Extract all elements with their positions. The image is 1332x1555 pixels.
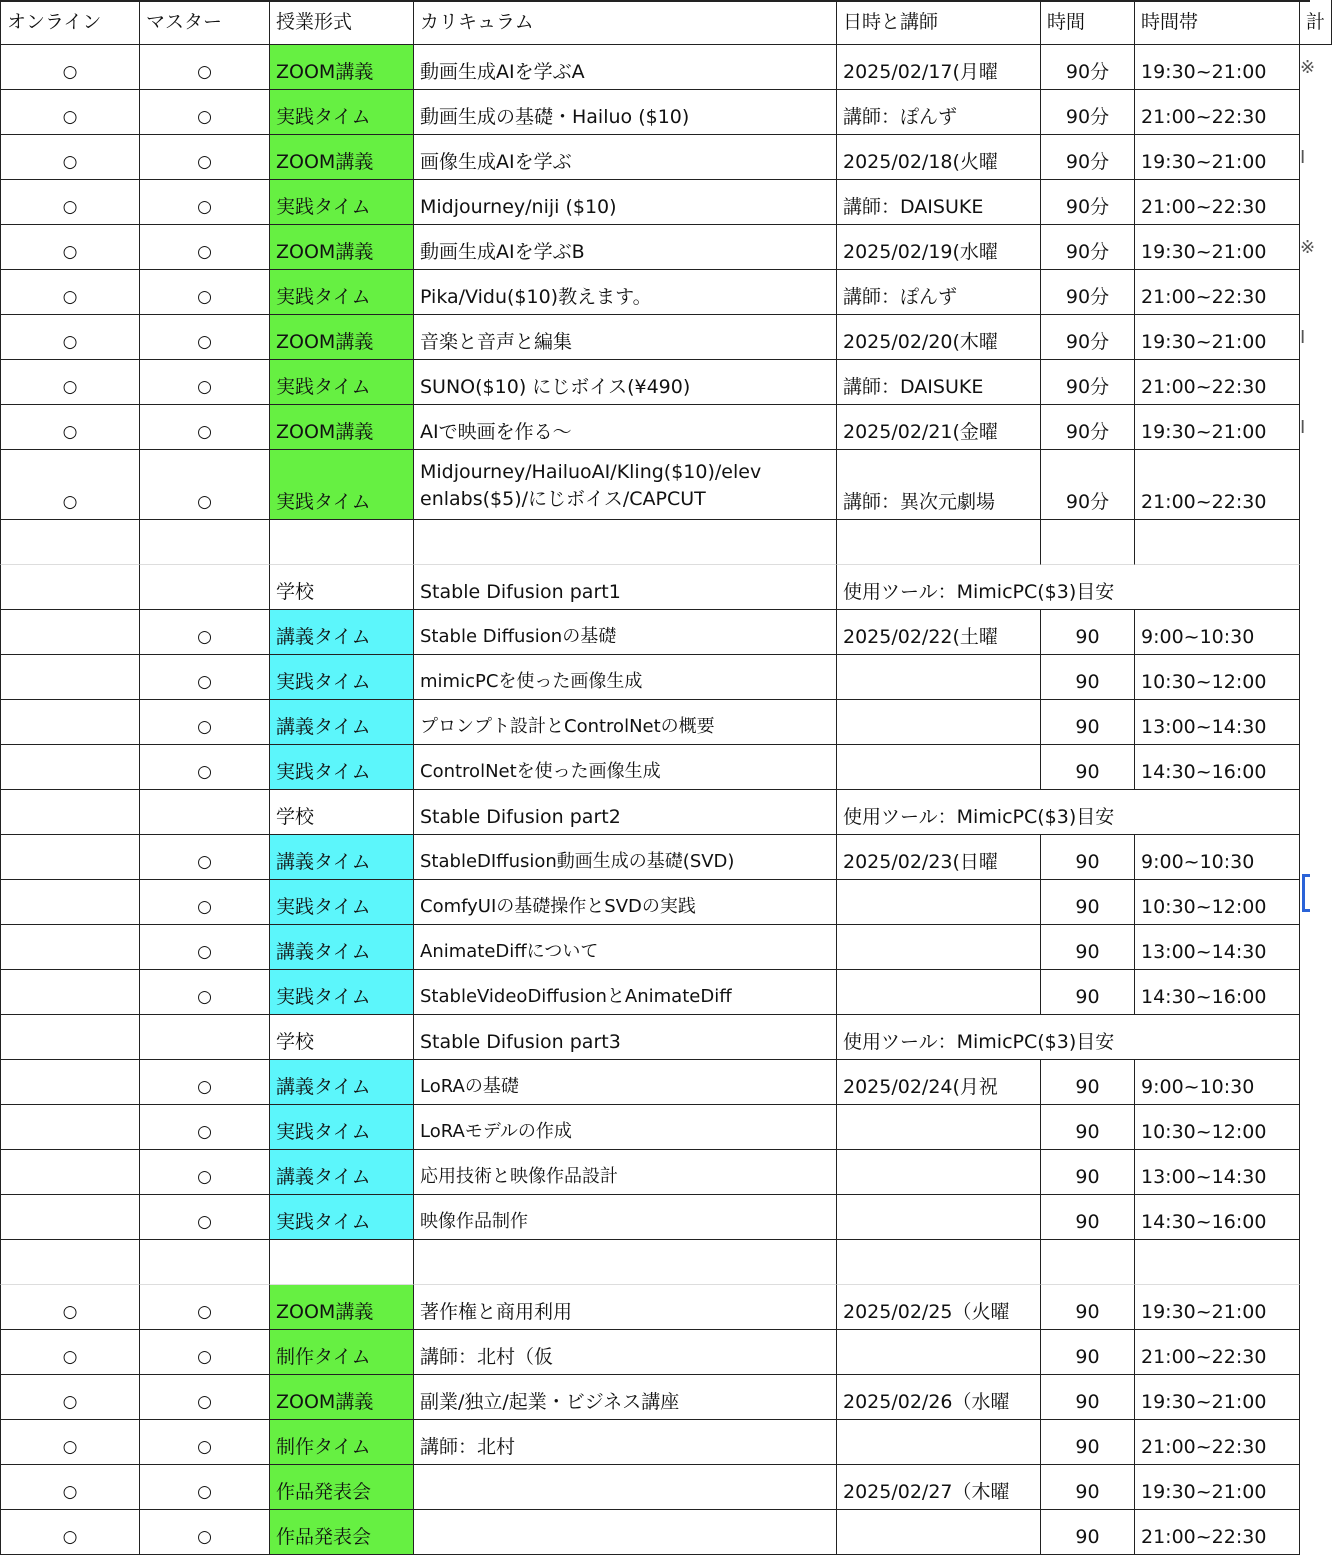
online-mark-cell[interactable]: ○ bbox=[0, 1330, 140, 1375]
date-instructor-cell[interactable] bbox=[837, 655, 1041, 700]
date-instructor-cell[interactable] bbox=[837, 880, 1041, 925]
date-instructor-cell[interactable]: 講師：DAISUKE bbox=[837, 360, 1041, 405]
blank-cell[interactable] bbox=[0, 520, 140, 565]
master-mark-cell[interactable]: ○ bbox=[140, 745, 270, 790]
curriculum-cell[interactable]: プロンプト設計とControlNetの概要 bbox=[414, 700, 837, 745]
column-header[interactable]: 授業形式 bbox=[270, 0, 414, 45]
online-mark-cell[interactable] bbox=[0, 1195, 140, 1240]
class-type-cell[interactable]: 実践タイム bbox=[270, 880, 414, 925]
online-mark-cell[interactable]: ○ bbox=[0, 1420, 140, 1465]
master-mark-cell[interactable]: ○ bbox=[140, 880, 270, 925]
online-mark-cell[interactable]: ○ bbox=[0, 1510, 140, 1555]
class-type-cell[interactable]: 制作タイム bbox=[270, 1420, 414, 1465]
online-mark-cell[interactable]: ○ bbox=[0, 1375, 140, 1420]
online-mark-cell[interactable] bbox=[0, 970, 140, 1015]
date-instructor-cell[interactable]: 2025/02/23(日曜 bbox=[837, 835, 1041, 880]
class-type-cell[interactable]: 講義タイム bbox=[270, 925, 414, 970]
date-instructor-cell[interactable]: 2025/02/26（水曜 bbox=[837, 1375, 1041, 1420]
master-mark-cell[interactable]: ○ bbox=[140, 1420, 270, 1465]
time-slot-cell[interactable]: 9:00~10:30 bbox=[1135, 835, 1300, 880]
duration-cell[interactable]: 90 bbox=[1041, 1060, 1135, 1105]
online-mark-cell[interactable] bbox=[0, 925, 140, 970]
curriculum-cell[interactable]: ComfyUIの基礎操作とSVDの実践 bbox=[414, 880, 837, 925]
class-type-cell[interactable]: 学校 bbox=[270, 790, 414, 835]
column-header[interactable]: 日時と講師 bbox=[837, 0, 1041, 45]
master-mark-cell[interactable]: ○ bbox=[140, 135, 270, 180]
master-mark-cell[interactable]: ○ bbox=[140, 1195, 270, 1240]
duration-cell[interactable]: 90分 bbox=[1041, 90, 1135, 135]
curriculum-cell[interactable]: 動画生成AIを学ぶB bbox=[414, 225, 837, 270]
class-type-cell[interactable]: 講義タイム bbox=[270, 610, 414, 655]
curriculum-cell[interactable]: Stable Diffusionの基礎 bbox=[414, 610, 837, 655]
online-mark-cell[interactable] bbox=[0, 880, 140, 925]
duration-cell[interactable]: 90分 bbox=[1041, 360, 1135, 405]
date-instructor-cell[interactable]: 2025/02/22(土曜 bbox=[837, 610, 1041, 655]
class-type-cell[interactable]: ZOOM講義 bbox=[270, 45, 414, 90]
time-slot-cell[interactable]: 19:30~21:00 bbox=[1135, 315, 1300, 360]
date-instructor-cell[interactable]: 講師：ぽんず bbox=[837, 90, 1041, 135]
class-type-cell[interactable]: 実践タイム bbox=[270, 270, 414, 315]
time-slot-cell[interactable]: 19:30~21:00 bbox=[1135, 1285, 1300, 1330]
online-mark-cell[interactable] bbox=[0, 835, 140, 880]
duration-cell[interactable]: 90 bbox=[1041, 610, 1135, 655]
blank-cell[interactable] bbox=[1135, 1240, 1300, 1285]
master-mark-cell[interactable]: ○ bbox=[140, 1375, 270, 1420]
time-slot-cell[interactable]: 19:30~21:00 bbox=[1135, 45, 1300, 90]
blank-cell[interactable] bbox=[837, 1240, 1041, 1285]
online-mark-cell[interactable] bbox=[0, 700, 140, 745]
date-instructor-cell[interactable]: 2025/02/25（火曜 bbox=[837, 1285, 1041, 1330]
online-mark-cell[interactable] bbox=[0, 655, 140, 700]
duration-cell[interactable]: 90分 bbox=[1041, 450, 1135, 520]
master-mark-cell[interactable]: ○ bbox=[140, 700, 270, 745]
time-slot-cell[interactable]: 21:00~22:30 bbox=[1135, 1510, 1300, 1555]
master-mark-cell[interactable]: ○ bbox=[140, 1465, 270, 1510]
duration-cell[interactable]: 90 bbox=[1041, 1150, 1135, 1195]
time-slot-cell[interactable]: 13:00~14:30 bbox=[1135, 700, 1300, 745]
online-mark-cell[interactable] bbox=[0, 1150, 140, 1195]
online-mark-cell[interactable] bbox=[0, 745, 140, 790]
class-type-cell[interactable]: 講義タイム bbox=[270, 700, 414, 745]
date-instructor-cell[interactable]: 2025/02/18(火曜 bbox=[837, 135, 1041, 180]
curriculum-cell[interactable]: Midjourney/niji ($10) bbox=[414, 180, 837, 225]
blank-cell[interactable] bbox=[1041, 520, 1135, 565]
clipped-column-text: I bbox=[1300, 147, 1306, 168]
curriculum-cell[interactable]: 著作権と商用利用 bbox=[414, 1285, 837, 1330]
clipped-column-text: I bbox=[1300, 327, 1306, 348]
online-mark-cell[interactable]: ○ bbox=[0, 405, 140, 450]
date-instructor-cell[interactable] bbox=[837, 970, 1041, 1015]
class-type-cell[interactable]: ZOOM講義 bbox=[270, 1375, 414, 1420]
class-type-cell[interactable]: 実践タイム bbox=[270, 655, 414, 700]
duration-cell[interactable]: 90分 bbox=[1041, 405, 1135, 450]
date-instructor-cell[interactable] bbox=[837, 1105, 1041, 1150]
blank-cell[interactable] bbox=[140, 1240, 270, 1285]
curriculum-cell[interactable]: Pika/Vidu($10)教えます。 bbox=[414, 270, 837, 315]
online-mark-cell[interactable] bbox=[0, 610, 140, 655]
blank-cell[interactable] bbox=[270, 520, 414, 565]
curriculum-cell[interactable]: 応用技術と映像作品設計 bbox=[414, 1150, 837, 1195]
online-cell[interactable] bbox=[0, 1015, 140, 1060]
master-mark-cell[interactable]: ○ bbox=[140, 90, 270, 135]
class-type-cell[interactable]: 実践タイム bbox=[270, 1195, 414, 1240]
duration-cell[interactable]: 90 bbox=[1041, 925, 1135, 970]
master-mark-cell[interactable]: ○ bbox=[140, 270, 270, 315]
date-instructor-cell[interactable]: 2025/02/17(月曜 bbox=[837, 45, 1041, 90]
class-type-cell[interactable]: 実践タイム bbox=[270, 360, 414, 405]
blank-cell[interactable] bbox=[140, 520, 270, 565]
curriculum-cell[interactable] bbox=[414, 1510, 837, 1555]
online-mark-cell[interactable] bbox=[0, 1060, 140, 1105]
time-slot-cell[interactable]: 9:00~10:30 bbox=[1135, 610, 1300, 655]
duration-cell[interactable]: 90 bbox=[1041, 970, 1135, 1015]
date-instructor-cell[interactable] bbox=[837, 745, 1041, 790]
master-mark-cell[interactable]: ○ bbox=[140, 180, 270, 225]
class-type-cell[interactable]: 実践タイム bbox=[270, 90, 414, 135]
date-instructor-cell[interactable] bbox=[837, 1330, 1041, 1375]
master-mark-cell[interactable]: ○ bbox=[140, 610, 270, 655]
blank-cell[interactable] bbox=[1041, 1240, 1135, 1285]
date-instructor-cell[interactable]: 講師：異次元劇場 bbox=[837, 450, 1041, 520]
time-slot-cell[interactable]: 19:30~21:00 bbox=[1135, 135, 1300, 180]
master-mark-cell[interactable]: ○ bbox=[140, 315, 270, 360]
time-slot-cell[interactable]: 10:30~12:00 bbox=[1135, 1105, 1300, 1150]
online-mark-cell[interactable]: ○ bbox=[0, 90, 140, 135]
curriculum-line: enlabs($5)/にじボイス/CAPCUT bbox=[420, 488, 706, 510]
class-type-cell[interactable]: ZOOM講義 bbox=[270, 135, 414, 180]
column-header[interactable]: 時間帯 bbox=[1135, 0, 1300, 45]
master-cell[interactable] bbox=[140, 1015, 270, 1060]
duration-cell[interactable]: 90分 bbox=[1041, 45, 1135, 90]
curriculum-cell[interactable]: Stable Difusion part1 bbox=[414, 565, 837, 610]
curriculum-cell[interactable]: Stable Difusion part3 bbox=[414, 1015, 837, 1060]
curriculum-cell[interactable]: StableVideoDiffusionとAnimateDiff bbox=[414, 970, 837, 1015]
time-slot-cell[interactable]: 21:00~22:30 bbox=[1135, 180, 1300, 225]
time-slot-cell[interactable]: 10:30~12:00 bbox=[1135, 655, 1300, 700]
duration-cell[interactable]: 90分 bbox=[1041, 135, 1135, 180]
master-mark-cell[interactable]: ○ bbox=[140, 835, 270, 880]
duration-cell[interactable]: 90 bbox=[1041, 835, 1135, 880]
curriculum-cell[interactable]: mimicPCを使った画像生成 bbox=[414, 655, 837, 700]
online-mark-cell[interactable]: ○ bbox=[0, 45, 140, 90]
class-type-cell[interactable]: 実践タイム bbox=[270, 745, 414, 790]
column-header[interactable]: 計 bbox=[1300, 0, 1332, 45]
time-slot-cell[interactable]: 21:00~22:30 bbox=[1135, 270, 1300, 315]
curriculum-cell[interactable]: Stable Difusion part2 bbox=[414, 790, 837, 835]
online-mark-cell[interactable]: ○ bbox=[0, 135, 140, 180]
online-mark-cell[interactable]: ○ bbox=[0, 360, 140, 405]
duration-cell[interactable]: 90 bbox=[1041, 1195, 1135, 1240]
class-type-cell[interactable]: 制作タイム bbox=[270, 1330, 414, 1375]
clipped-column-text: I bbox=[1300, 417, 1306, 438]
master-mark-cell[interactable]: ○ bbox=[140, 1150, 270, 1195]
time-slot-cell[interactable]: 21:00~22:30 bbox=[1135, 450, 1300, 520]
online-mark-cell[interactable]: ○ bbox=[0, 1285, 140, 1330]
master-mark-cell[interactable]: ○ bbox=[140, 1060, 270, 1105]
date-instructor-cell[interactable] bbox=[837, 1150, 1041, 1195]
curriculum-cell[interactable]: 動画生成の基礎・Hailuo ($10) bbox=[414, 90, 837, 135]
duration-cell[interactable]: 90 bbox=[1041, 700, 1135, 745]
online-mark-cell[interactable]: ○ bbox=[0, 225, 140, 270]
time-slot-cell[interactable]: 9:00~10:30 bbox=[1135, 1060, 1300, 1105]
curriculum-cell[interactable]: 動画生成AIを学ぶA bbox=[414, 45, 837, 90]
class-type-cell[interactable]: 実践タイム bbox=[270, 970, 414, 1015]
duration-cell[interactable]: 90 bbox=[1041, 655, 1135, 700]
duration-cell[interactable]: 90 bbox=[1041, 1330, 1135, 1375]
curriculum-cell[interactable] bbox=[414, 1465, 837, 1510]
time-slot-cell[interactable]: 14:30~16:00 bbox=[1135, 1195, 1300, 1240]
column-header[interactable]: マスター bbox=[140, 0, 270, 45]
class-type-cell[interactable]: ZOOM講義 bbox=[270, 225, 414, 270]
class-type-cell[interactable]: 講義タイム bbox=[270, 1150, 414, 1195]
master-mark-cell[interactable]: ○ bbox=[140, 45, 270, 90]
master-mark-cell[interactable]: ○ bbox=[140, 1510, 270, 1555]
curriculum-cell[interactable]: LoRAの基礎 bbox=[414, 1060, 837, 1105]
date-instructor-cell[interactable]: 講師：DAISUKE bbox=[837, 180, 1041, 225]
master-mark-cell[interactable]: ○ bbox=[140, 1330, 270, 1375]
online-mark-cell[interactable]: ○ bbox=[0, 450, 140, 520]
column-header[interactable]: 時間 bbox=[1041, 0, 1135, 45]
duration-cell[interactable]: 90分 bbox=[1041, 180, 1135, 225]
master-mark-cell[interactable]: ○ bbox=[140, 925, 270, 970]
blank-cell[interactable] bbox=[414, 520, 837, 565]
duration-cell[interactable]: 90分 bbox=[1041, 225, 1135, 270]
class-type-cell[interactable]: 講義タイム bbox=[270, 1060, 414, 1105]
curriculum-cell[interactable]: StableDIffusion動画生成の基礎(SVD) bbox=[414, 835, 837, 880]
column-header[interactable]: オンライン bbox=[0, 0, 140, 45]
class-type-cell[interactable]: ZOOM講義 bbox=[270, 405, 414, 450]
tool-note-cell[interactable]: 使用ツール：MimicPC($3)目安 bbox=[837, 565, 1300, 610]
master-mark-cell[interactable]: ○ bbox=[140, 970, 270, 1015]
online-mark-cell[interactable]: ○ bbox=[0, 1465, 140, 1510]
duration-cell[interactable]: 90 bbox=[1041, 745, 1135, 790]
curriculum-cell[interactable]: 映像作品制作 bbox=[414, 1195, 837, 1240]
date-instructor-cell[interactable] bbox=[837, 1195, 1041, 1240]
curriculum-cell[interactable]: AIで映画を作る〜 bbox=[414, 405, 837, 450]
duration-cell[interactable]: 90 bbox=[1041, 1420, 1135, 1465]
class-type-cell[interactable]: ZOOM講義 bbox=[270, 1285, 414, 1330]
online-cell[interactable] bbox=[0, 565, 140, 610]
time-slot-cell[interactable]: 14:30~16:00 bbox=[1135, 745, 1300, 790]
time-slot-cell[interactable]: 19:30~21:00 bbox=[1135, 1375, 1300, 1420]
date-instructor-cell[interactable] bbox=[837, 1420, 1041, 1465]
time-slot-cell[interactable]: 21:00~22:30 bbox=[1135, 90, 1300, 135]
master-mark-cell[interactable]: ○ bbox=[140, 1105, 270, 1150]
class-type-cell[interactable]: 実践タイム bbox=[270, 450, 414, 520]
tool-note-cell[interactable]: 使用ツール：MimicPC($3)目安 bbox=[837, 790, 1300, 835]
master-mark-cell[interactable]: ○ bbox=[140, 655, 270, 700]
top-border bbox=[0, 0, 1310, 2]
time-slot-cell[interactable]: 21:00~22:30 bbox=[1135, 1420, 1300, 1465]
class-type-cell[interactable]: 実践タイム bbox=[270, 180, 414, 225]
date-instructor-cell[interactable] bbox=[837, 925, 1041, 970]
date-instructor-cell[interactable] bbox=[837, 1510, 1041, 1555]
time-slot-cell[interactable]: 14:30~16:00 bbox=[1135, 970, 1300, 1015]
time-slot-cell[interactable]: 13:00~14:30 bbox=[1135, 1150, 1300, 1195]
time-slot-cell[interactable]: 13:00~14:30 bbox=[1135, 925, 1300, 970]
duration-cell[interactable]: 90 bbox=[1041, 1285, 1135, 1330]
online-mark-cell[interactable] bbox=[0, 1105, 140, 1150]
duration-cell[interactable]: 90 bbox=[1041, 1465, 1135, 1510]
blank-cell[interactable] bbox=[0, 1240, 140, 1285]
duration-cell[interactable]: 90 bbox=[1041, 880, 1135, 925]
time-slot-cell[interactable]: 19:30~21:00 bbox=[1135, 405, 1300, 450]
cell-selection-marker bbox=[1302, 874, 1310, 912]
master-mark-cell[interactable]: ○ bbox=[140, 360, 270, 405]
master-mark-cell[interactable]: ○ bbox=[140, 450, 270, 520]
date-instructor-cell[interactable]: 2025/02/24(月祝 bbox=[837, 1060, 1041, 1105]
class-type-cell[interactable]: ZOOM講義 bbox=[270, 315, 414, 360]
class-type-cell[interactable]: 作品発表会 bbox=[270, 1510, 414, 1555]
class-type-cell[interactable]: 学校 bbox=[270, 565, 414, 610]
master-mark-cell[interactable]: ○ bbox=[140, 225, 270, 270]
curriculum-cell[interactable]: ControlNetを使った画像生成 bbox=[414, 745, 837, 790]
curriculum-cell[interactable] bbox=[414, 450, 837, 520]
time-slot-cell[interactable]: 19:30~21:00 bbox=[1135, 225, 1300, 270]
duration-cell[interactable]: 90分 bbox=[1041, 315, 1135, 360]
time-slot-cell[interactable]: 21:00~22:30 bbox=[1135, 1330, 1300, 1375]
date-instructor-cell[interactable]: 講師：ぽんず bbox=[837, 270, 1041, 315]
clipped-column-text: ※ bbox=[1300, 237, 1316, 258]
curriculum-cell[interactable]: AnimateDiffについて bbox=[414, 925, 837, 970]
curriculum-cell[interactable]: LoRAモデルの作成 bbox=[414, 1105, 837, 1150]
blank-cell[interactable] bbox=[270, 1240, 414, 1285]
class-type-cell[interactable]: 作品発表会 bbox=[270, 1465, 414, 1510]
curriculum-cell[interactable]: SUNO($10) にじボイス(¥490) bbox=[414, 360, 837, 405]
blank-cell[interactable] bbox=[414, 1240, 837, 1285]
date-instructor-cell[interactable]: 2025/02/21(金曜 bbox=[837, 405, 1041, 450]
time-slot-cell[interactable]: 19:30~21:00 bbox=[1135, 1465, 1300, 1510]
duration-cell[interactable]: 90 bbox=[1041, 1375, 1135, 1420]
online-mark-cell[interactable]: ○ bbox=[0, 180, 140, 225]
blank-cell[interactable] bbox=[1135, 520, 1300, 565]
curriculum-cell[interactable]: 講師：北村（仮 bbox=[414, 1330, 837, 1375]
tool-note-cell[interactable]: 使用ツール：MimicPC($3)目安 bbox=[837, 1015, 1300, 1060]
master-mark-cell[interactable]: ○ bbox=[140, 405, 270, 450]
duration-cell[interactable]: 90 bbox=[1041, 1105, 1135, 1150]
online-mark-cell[interactable]: ○ bbox=[0, 270, 140, 315]
curriculum-cell[interactable]: 音楽と音声と編集 bbox=[414, 315, 837, 360]
curriculum-cell[interactable]: 副業/独立/起業・ビジネス講座 bbox=[414, 1375, 837, 1420]
blank-cell[interactable] bbox=[837, 520, 1041, 565]
online-mark-cell[interactable]: ○ bbox=[0, 315, 140, 360]
duration-cell[interactable]: 90分 bbox=[1041, 270, 1135, 315]
clipped-column-text: ※ bbox=[1300, 57, 1316, 78]
master-cell[interactable] bbox=[140, 565, 270, 610]
class-type-cell[interactable]: 講義タイム bbox=[270, 835, 414, 880]
curriculum-cell[interactable]: 講師：北村 bbox=[414, 1420, 837, 1465]
date-instructor-cell[interactable] bbox=[837, 700, 1041, 745]
date-instructor-cell[interactable]: 2025/02/20(木曜 bbox=[837, 315, 1041, 360]
master-mark-cell[interactable]: ○ bbox=[140, 1285, 270, 1330]
date-instructor-cell[interactable]: 2025/02/19(水曜 bbox=[837, 225, 1041, 270]
class-type-cell[interactable]: 実践タイム bbox=[270, 1105, 414, 1150]
time-slot-cell[interactable]: 21:00~22:30 bbox=[1135, 360, 1300, 405]
date-instructor-cell[interactable]: 2025/02/27（木曜 bbox=[837, 1465, 1041, 1510]
online-cell[interactable] bbox=[0, 790, 140, 835]
class-type-cell[interactable]: 学校 bbox=[270, 1015, 414, 1060]
curriculum-cell[interactable]: 画像生成AIを学ぶ bbox=[414, 135, 837, 180]
column-header[interactable]: カリキュラム bbox=[414, 0, 837, 45]
time-slot-cell[interactable]: 10:30~12:00 bbox=[1135, 880, 1300, 925]
master-cell[interactable] bbox=[140, 790, 270, 835]
duration-cell[interactable]: 90 bbox=[1041, 1510, 1135, 1555]
curriculum-line: Midjourney/HailuoAI/Kling($10)/elev bbox=[420, 461, 762, 483]
